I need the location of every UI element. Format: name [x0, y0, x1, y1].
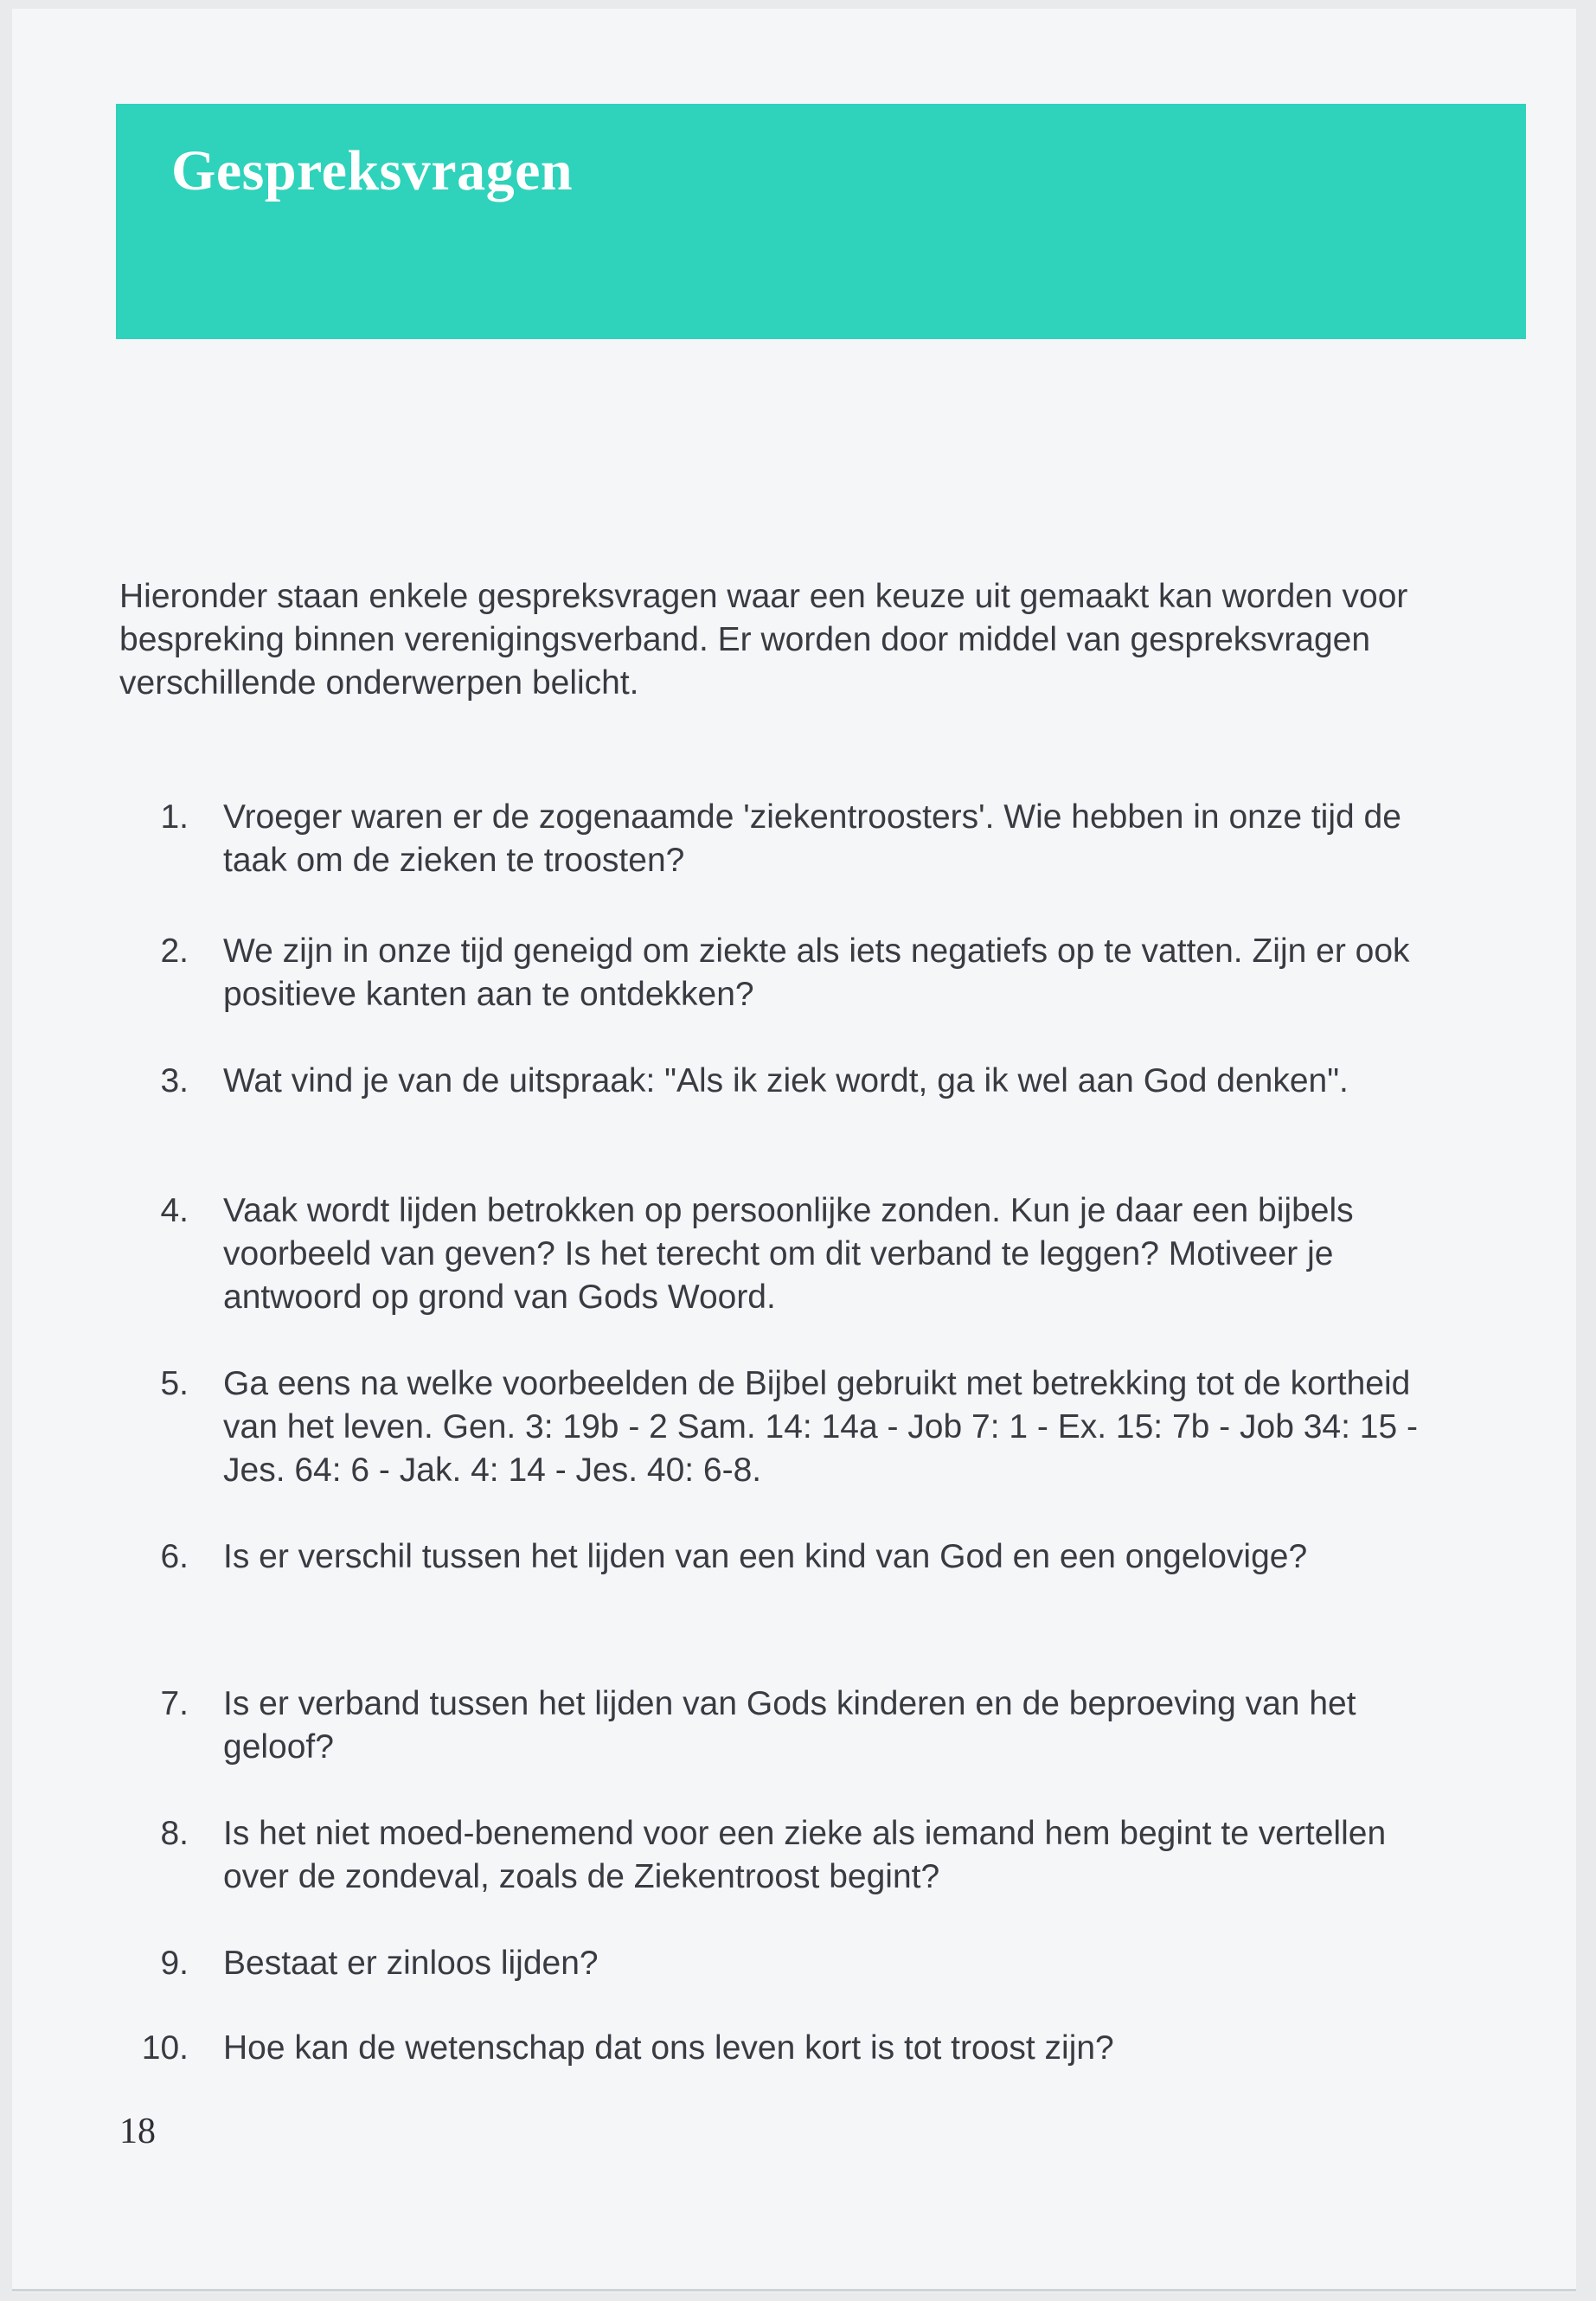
- question-text: Is er verband tussen het lijden van Gods kinderen en de beproeving van het geloof?: [223, 1685, 1356, 1766]
- question-number: 8.: [160, 1815, 189, 1852]
- question-number: 7.: [160, 1685, 189, 1722]
- question-number: 9.: [160, 1945, 189, 1982]
- page-number: 18: [119, 2112, 156, 2151]
- question-text: Vroeger waren er de zogenaamde 'ziekentroosters'. Wie hebben in onze tijd de taak om de zieken te troosten?: [223, 798, 1401, 879]
- question-text: Wat vind je van de uitspraak: "Als ik ziek wordt, ga ik wel aan God denken".: [223, 1062, 1349, 1099]
- question-number: 1.: [160, 798, 189, 836]
- intro-paragraph: Hieronder staan enkele gespreksvragen waar een keuze uit gemaakt kan worden voor bespreking binnen verenigingsverband. Er worden door middel van gespreksvragen verschillende onderwerpen belicht.: [119, 578, 1408, 702]
- question-text: Is er verschil tussen het lijden van een kind van God en een ongelovige?: [223, 1538, 1308, 1575]
- question-text: Hoe kan de wetenschap dat ons leven kort is tot troost zijn?: [223, 2029, 1114, 2067]
- question-number: 6.: [160, 1538, 189, 1575]
- question-number: 2.: [160, 933, 189, 970]
- question-number: 3.: [160, 1062, 189, 1099]
- question-number: 5.: [160, 1365, 189, 1402]
- question-text: Is het niet moed-benemend voor een zieke als iemand hem begint te vertellen over de zondeval, zoals de Ziekentroost begint?: [223, 1815, 1387, 1895]
- question-text: Vaak wordt lijden betrokken op persoonlijke zonden. Kun je daar een bijbels voorbeeld van geven? Is het terecht om dit verband te leggen? Motiveer je antwoord op grond van Gods Woord.: [223, 1192, 1354, 1316]
- page-bottom-edge: [12, 2289, 1576, 2291]
- question-number: 10.: [141, 2029, 189, 2067]
- question-text: Ga eens na welke voorbeelden de Bijbel gebruikt met betrekking tot de kortheid van het leven. Gen. 3: 19b - 2 Sam. 14: 14a - Job 7: 1 - Ex. 15: 7b - Job 34: 15 - Jes. 64: 6 - Jak. 4: 14 - Jes. 40: 6-8.: [223, 1365, 1418, 1489]
- question-text: Bestaat er zinloos lijden?: [223, 1945, 599, 1982]
- page-title: Gespreksvragen: [171, 139, 574, 202]
- question-number: 4.: [160, 1192, 189, 1229]
- question-text: We zijn in onze tijd geneigd om ziekte als iets negatiefs op te vatten. Zijn er ook positieve kanten aan te ontdekken?: [223, 933, 1410, 1013]
- header-band: [116, 104, 1526, 339]
